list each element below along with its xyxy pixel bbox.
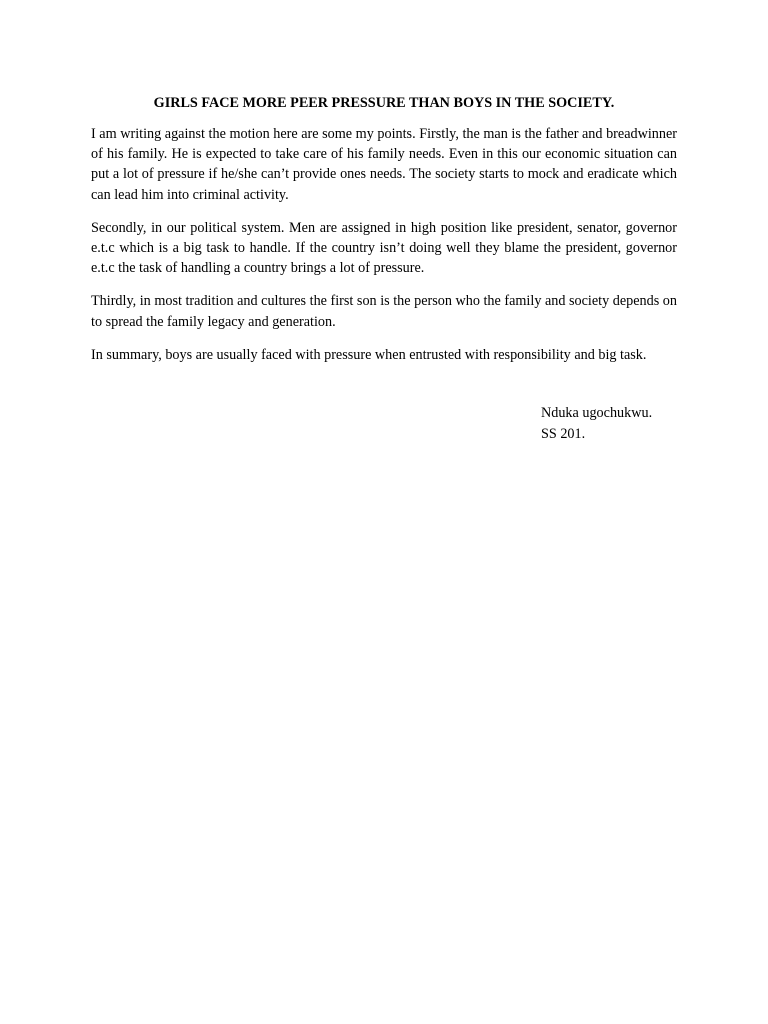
document-body — [91, 93, 677, 378]
author-name: Nduka ugochukwu. — [541, 405, 653, 421]
paragraph-summary: In summary, boys are usually faced with pressure when entrusted with responsibility and big task. — [91, 346, 647, 363]
author-class: SS 201. — [541, 425, 586, 442]
signature-block — [541, 403, 652, 444]
paragraph-tradition: Thirdly, in most tradition and cultures the first son is the person who the family and society depends on to spread the family legacy and generation. — [91, 293, 677, 330]
paragraph-political: Secondly, in our political system. Men are assigned in high position like president, senator, governor e.t.c which is a big task to handle. If the country isn’t doing well they blame the president, governor e.t.c the task of handling a country brings a lot of pressure. — [91, 219, 677, 277]
document-title: GIRLS FACE MORE PEER PRESSURE THAN BOYS IN THE SOCIETY. — [153, 95, 615, 111]
paragraph-intro: I am writing against the motion here are some my points. Firstly, the man is the father and breadwinner of his family. He is expected to take care of his family needs. Even in this our economic situation can put a lot of pressure if he/she can’t provide ones needs. The society starts to mock and eradicate which can lead him into criminal activity. — [91, 126, 677, 203]
